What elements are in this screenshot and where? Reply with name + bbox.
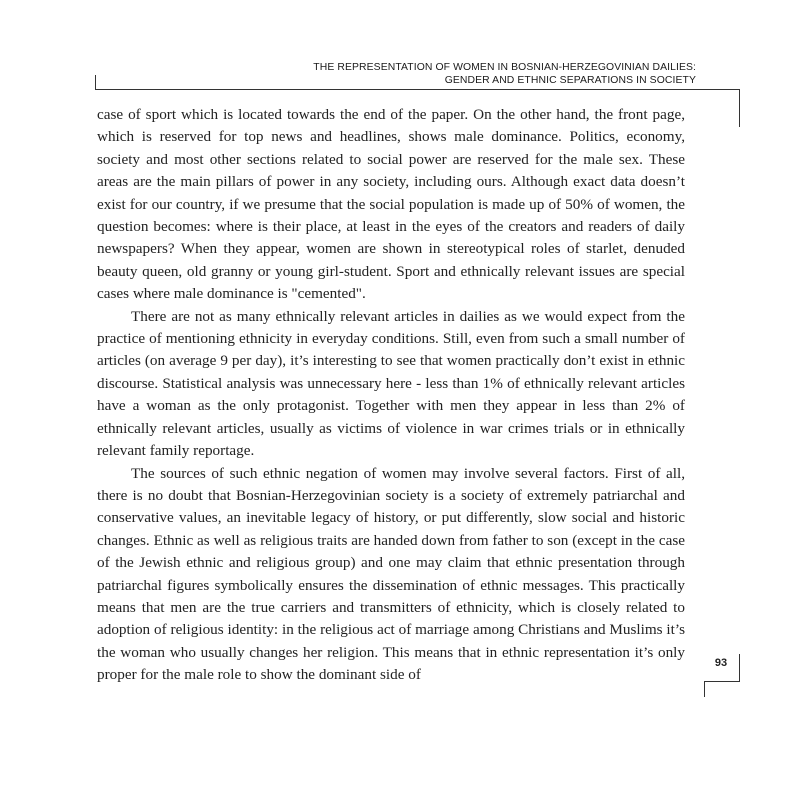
page-number-rule-right [739, 654, 740, 681]
running-header-line-2: GENDER AND ETHNIC SEPARATIONS IN SOCIETY [444, 75, 696, 86]
paragraph-1: case of sport which is located towards the end of the paper. On the other hand, the front page, which is reserved for top news and headlines, shows male dominance. Politics, economy, society and most other sections related to social power are reserved for the male sex. These areas are the main pillars of power in any society, including ours. Although exact data doesn’t exist for our country, if we presume that the social population is made up of 50% of women, the question becomes: where is their place, at least in the eyes of the creators and readers of daily newspapers? When they appear, women are shown in stereotypical roles of starlet, denuded beauty queen, old granny or young girl-student. Sport and ethnically relevant issues are special cases where male dominance is "cemented". [97, 106, 685, 303]
paragraph-3: The sources of such ethnic negation of women may involve several factors. First of all, there is no doubt that Bosnian-Herzegovinian society is a society of extremely patriarchal and conservative values, an inevitable legacy of history, or put differently, slow social and historic changes. Ethnic as well as religious traits are handed down from father to son (except in the case of the Jewish ethnic and religious group) and one may claim that ethnic presentation through patriarchal figures symbolically ensures the dissemination of ethnic messages. This practically means that men are the true carriers and transmitters of ethnicity, which is closely related to adoption of religious identity: in the religious act of marriage among Christians and Muslims it’s the woman who usually changes her religion. This means that in ethnic representation it’s only proper for the male role to show the dominant side of [97, 464, 685, 684]
page-number-rule-left [704, 681, 705, 697]
running-header-line-1: THE REPRESENTATION OF WOMEN IN BOSNIAN-HERZEGOVINIAN DAILIES: [313, 62, 696, 73]
paragraph-2: There are not as many ethnically relevant articles in dailies as we would expect from the practice of mentioning ethnicity in everyday conditions. Still, even from such a small number of articles (on average 9 per day), it’s interesting to see that women practically don’t exist in ethnic discourse. Statistical analysis was unnecessary here - less than 1% of ethnically relevant articles have a woman as the only protagonist. Together with men they appear in less than 2% of ethnically relevant articles, usually as victims of violence in war crimes trials or in ethnically relevant family reportage. [97, 307, 685, 460]
body-text [97, 104, 685, 687]
page-number-rule [704, 681, 740, 682]
header-rule-right [739, 89, 740, 127]
header-rule-left [95, 75, 96, 89]
header-rule [95, 89, 740, 90]
page-number: 93 [714, 657, 728, 669]
running-header [313, 61, 696, 87]
